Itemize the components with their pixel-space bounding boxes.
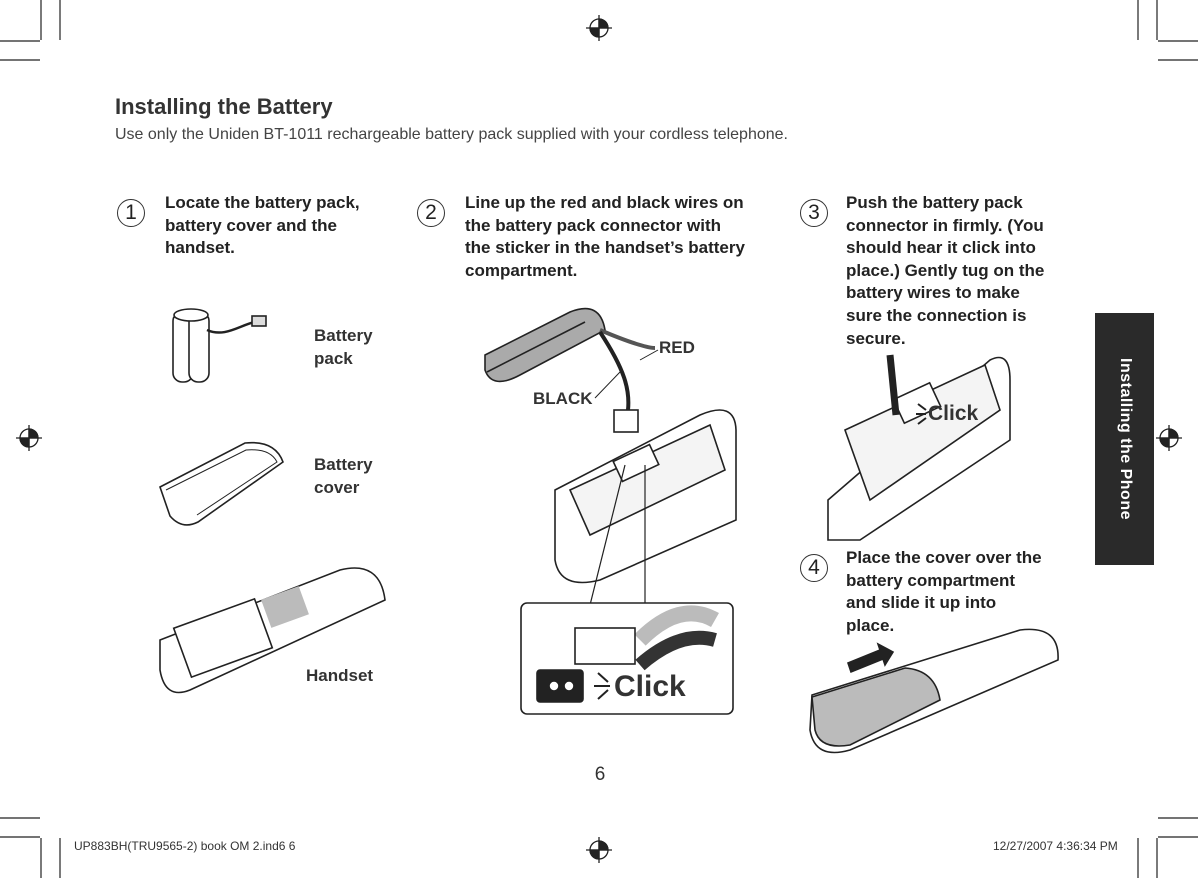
step-3-text: Push the battery pack connector in firmly. (You should hear it click into place.) Gently tug on the battery wires to make sure the connection is secure.: [846, 193, 1045, 348]
red-wire-label: RED: [659, 338, 695, 357]
step-4-text: Place the cover over the battery compartment and slide it up into place.: [846, 548, 1042, 635]
page-title: Installing the Battery: [115, 94, 333, 119]
footer-file-info: UP883BH(TRU9565-2) book OM 2.ind6 6: [74, 839, 296, 853]
cover-on-handset-illustration: [810, 629, 1058, 752]
black-wire-label: BLACK: [533, 389, 593, 408]
step-number-1: 1: [117, 199, 145, 227]
step-number-2: 2: [417, 199, 445, 227]
connector-closeup-illustration: [828, 355, 1010, 540]
battery-pack-illustration: [173, 309, 266, 382]
section-tab-label: Installing the Phone: [1116, 357, 1134, 521]
handset-label: Handset: [306, 666, 374, 685]
battery-cover-label: Battery cover: [314, 455, 373, 497]
step-number-3: 3: [800, 199, 828, 227]
footer-timestamp: 12/27/2007 4:36:34 PM: [993, 839, 1118, 853]
section-tab: [1095, 313, 1154, 565]
battery-pack-label: Battery pack: [314, 326, 373, 368]
page-subtitle: Use only the Uniden BT-1011 rechargeable battery pack supplied with your cordless telephone.: [115, 126, 788, 143]
step-2-text: Line up the red and black wires on the battery pack connector with the sticker in the handset’s battery compartment.: [465, 193, 745, 280]
click-label-step-2: Click: [614, 670, 686, 703]
click-label-step-3: Click: [928, 402, 979, 425]
battery-cover-illustration: [160, 443, 283, 525]
step-number-4: 4: [800, 554, 828, 582]
battery-wires-illustration: [485, 309, 658, 432]
step-1-text: Locate the battery pack, battery cover and the handset.: [165, 193, 360, 258]
page-number: 6: [594, 764, 606, 785]
